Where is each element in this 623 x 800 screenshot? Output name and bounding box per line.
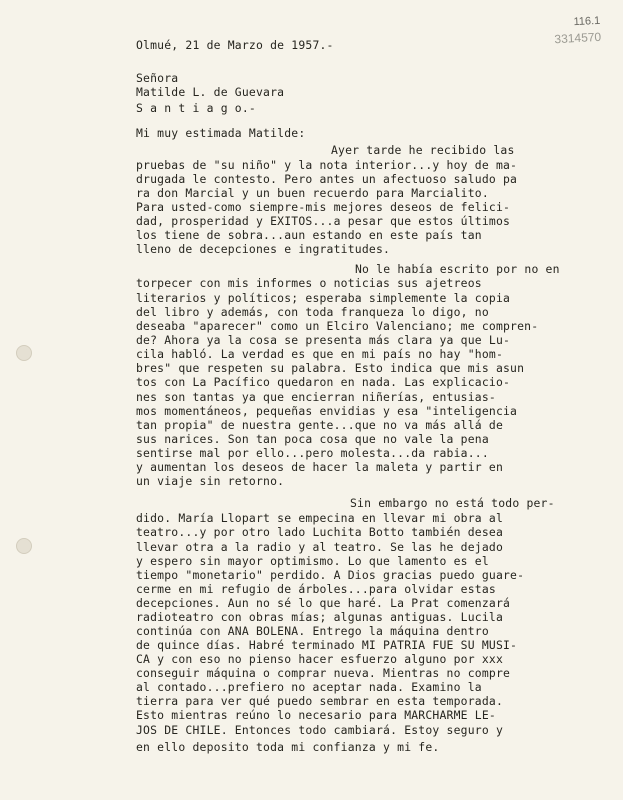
body-line: del libro y además, con toda franqueza lo digo, no	[136, 305, 489, 319]
body-line: drugada le contesto. Pero antes un afectuoso saludo pa	[136, 172, 518, 186]
salutation: Mi muy estimada Matilde:	[136, 126, 306, 140]
recipient-name: Matilde L. de Guevara	[136, 85, 285, 99]
archive-reference	[553, 13, 601, 47]
body-line: tierra para ver qué puedo sembrar en esta temporada.	[136, 694, 504, 708]
body-line: radioteatro con obras mías; algunas antiguas. Lucila	[136, 610, 504, 624]
body-line: ra don Marcial y un buen recuerdo para Marcialito.	[136, 186, 489, 200]
body-line: cila habló. La verdad es que en mi país no hay "hom-	[136, 347, 504, 361]
body-line: teatro...y por otro lado Luchita Botto también desea	[136, 525, 504, 539]
body-line: y espero sin mayor optimismo. Lo que lamento es el	[136, 554, 489, 568]
archive-number: 116.1	[573, 14, 601, 29]
body-line: de? Ahora ya la cosa se presenta más clara ya que Lu-	[136, 333, 511, 347]
body-line: dad, prosperidad y EXITOS...a pesar que estos últimos	[136, 214, 511, 228]
body-line: decepciones. Aun no sé lo que haré. La Prat comenzará	[136, 596, 511, 610]
body-line: deseaba "aparecer" como un Elciro Valenciano; me compren-	[136, 319, 539, 333]
body-line: sentirse mal por ello...pero molesta...da rabia...	[136, 446, 489, 460]
body-line: conseguir máquina o comprar nueva. Mientras no compre	[136, 666, 511, 680]
place-date: Olmué, 21 de Marzo de 1957.-	[136, 38, 334, 52]
body-line: llevar otra a la radio y al teatro. Se las he dejado	[136, 540, 504, 554]
punch-hole	[16, 538, 32, 554]
body-line: dido. María Llopart se empecina en llevar mi obra al	[136, 511, 504, 525]
body-line: nes son tantas ya que encierran niñerías, entusias-	[136, 390, 496, 404]
body-line: tan propia" de nuestra gente...que no va más allá de	[136, 418, 504, 432]
body-line: literarios y políticos; esperaba simplemente la copia	[136, 291, 511, 305]
body-line: continúa con ANA BOLENA. Entrego la máquina dentro	[136, 624, 489, 638]
body-line: JOS DE CHILE. Entonces todo cambiará. Estoy seguro y	[136, 723, 504, 737]
body-line: Esto mientras reúno lo necesario para MARCHARME LE-	[136, 708, 496, 722]
body-line: de quince días. Habré terminado MI PATRIA FUE SU MUSI-	[136, 638, 518, 652]
body-line: Sin embargo no está todo per-	[350, 496, 555, 510]
body-line: lleno de decepciones e ingratitudes.	[136, 242, 391, 256]
archive-stamp-number: 3314570	[554, 29, 602, 47]
body-line: cerme en mi refugio de árboles...para olvidar estas	[136, 582, 496, 596]
body-line: en ello deposito toda mi confianza y mi fe.	[136, 740, 440, 754]
body-line: sus narices. Son tan poca cosa que no vale la pena	[136, 432, 489, 446]
body-line: los tiene de sobra...aun estando en este país tan	[136, 228, 482, 242]
body-line: bres" que respeten su palabra. Esto indica que mis asun	[136, 361, 525, 375]
body-line: tiempo "monetario" perdido. A Dios gracias puedo guare-	[136, 568, 525, 582]
body-line: CA y con eso no pienso hacer esfuerzo alguno por xxx	[136, 652, 504, 666]
body-line: tos con La Pacífico quedaron en nada. Las explicacio-	[136, 375, 511, 389]
body-line: No le había escrito por no en	[355, 262, 560, 276]
body-line: y aumentan los deseos de hacer la maleta y partir en	[136, 460, 504, 474]
recipient-title: Señora	[136, 71, 179, 85]
punch-hole	[16, 345, 32, 361]
body-line: torpecer con mis informes o noticias sus ajetreos	[136, 276, 482, 290]
body-line: pruebas de "su niño" y la nota interior...y hoy de ma-	[136, 158, 518, 172]
body-line: Ayer tarde he recibido las	[331, 143, 515, 157]
body-line: mos momentáneos, pequeñas envidias y esa "inteligencia	[136, 404, 518, 418]
body-line: al contado...prefiero no aceptar nada. Examino la	[136, 680, 482, 694]
body-line: Para usted-como siempre-mis mejores deseos de felici-	[136, 200, 511, 214]
recipient-city: S a n t i a g o.-	[136, 101, 256, 115]
body-line: un viaje sin retorno.	[136, 474, 285, 488]
